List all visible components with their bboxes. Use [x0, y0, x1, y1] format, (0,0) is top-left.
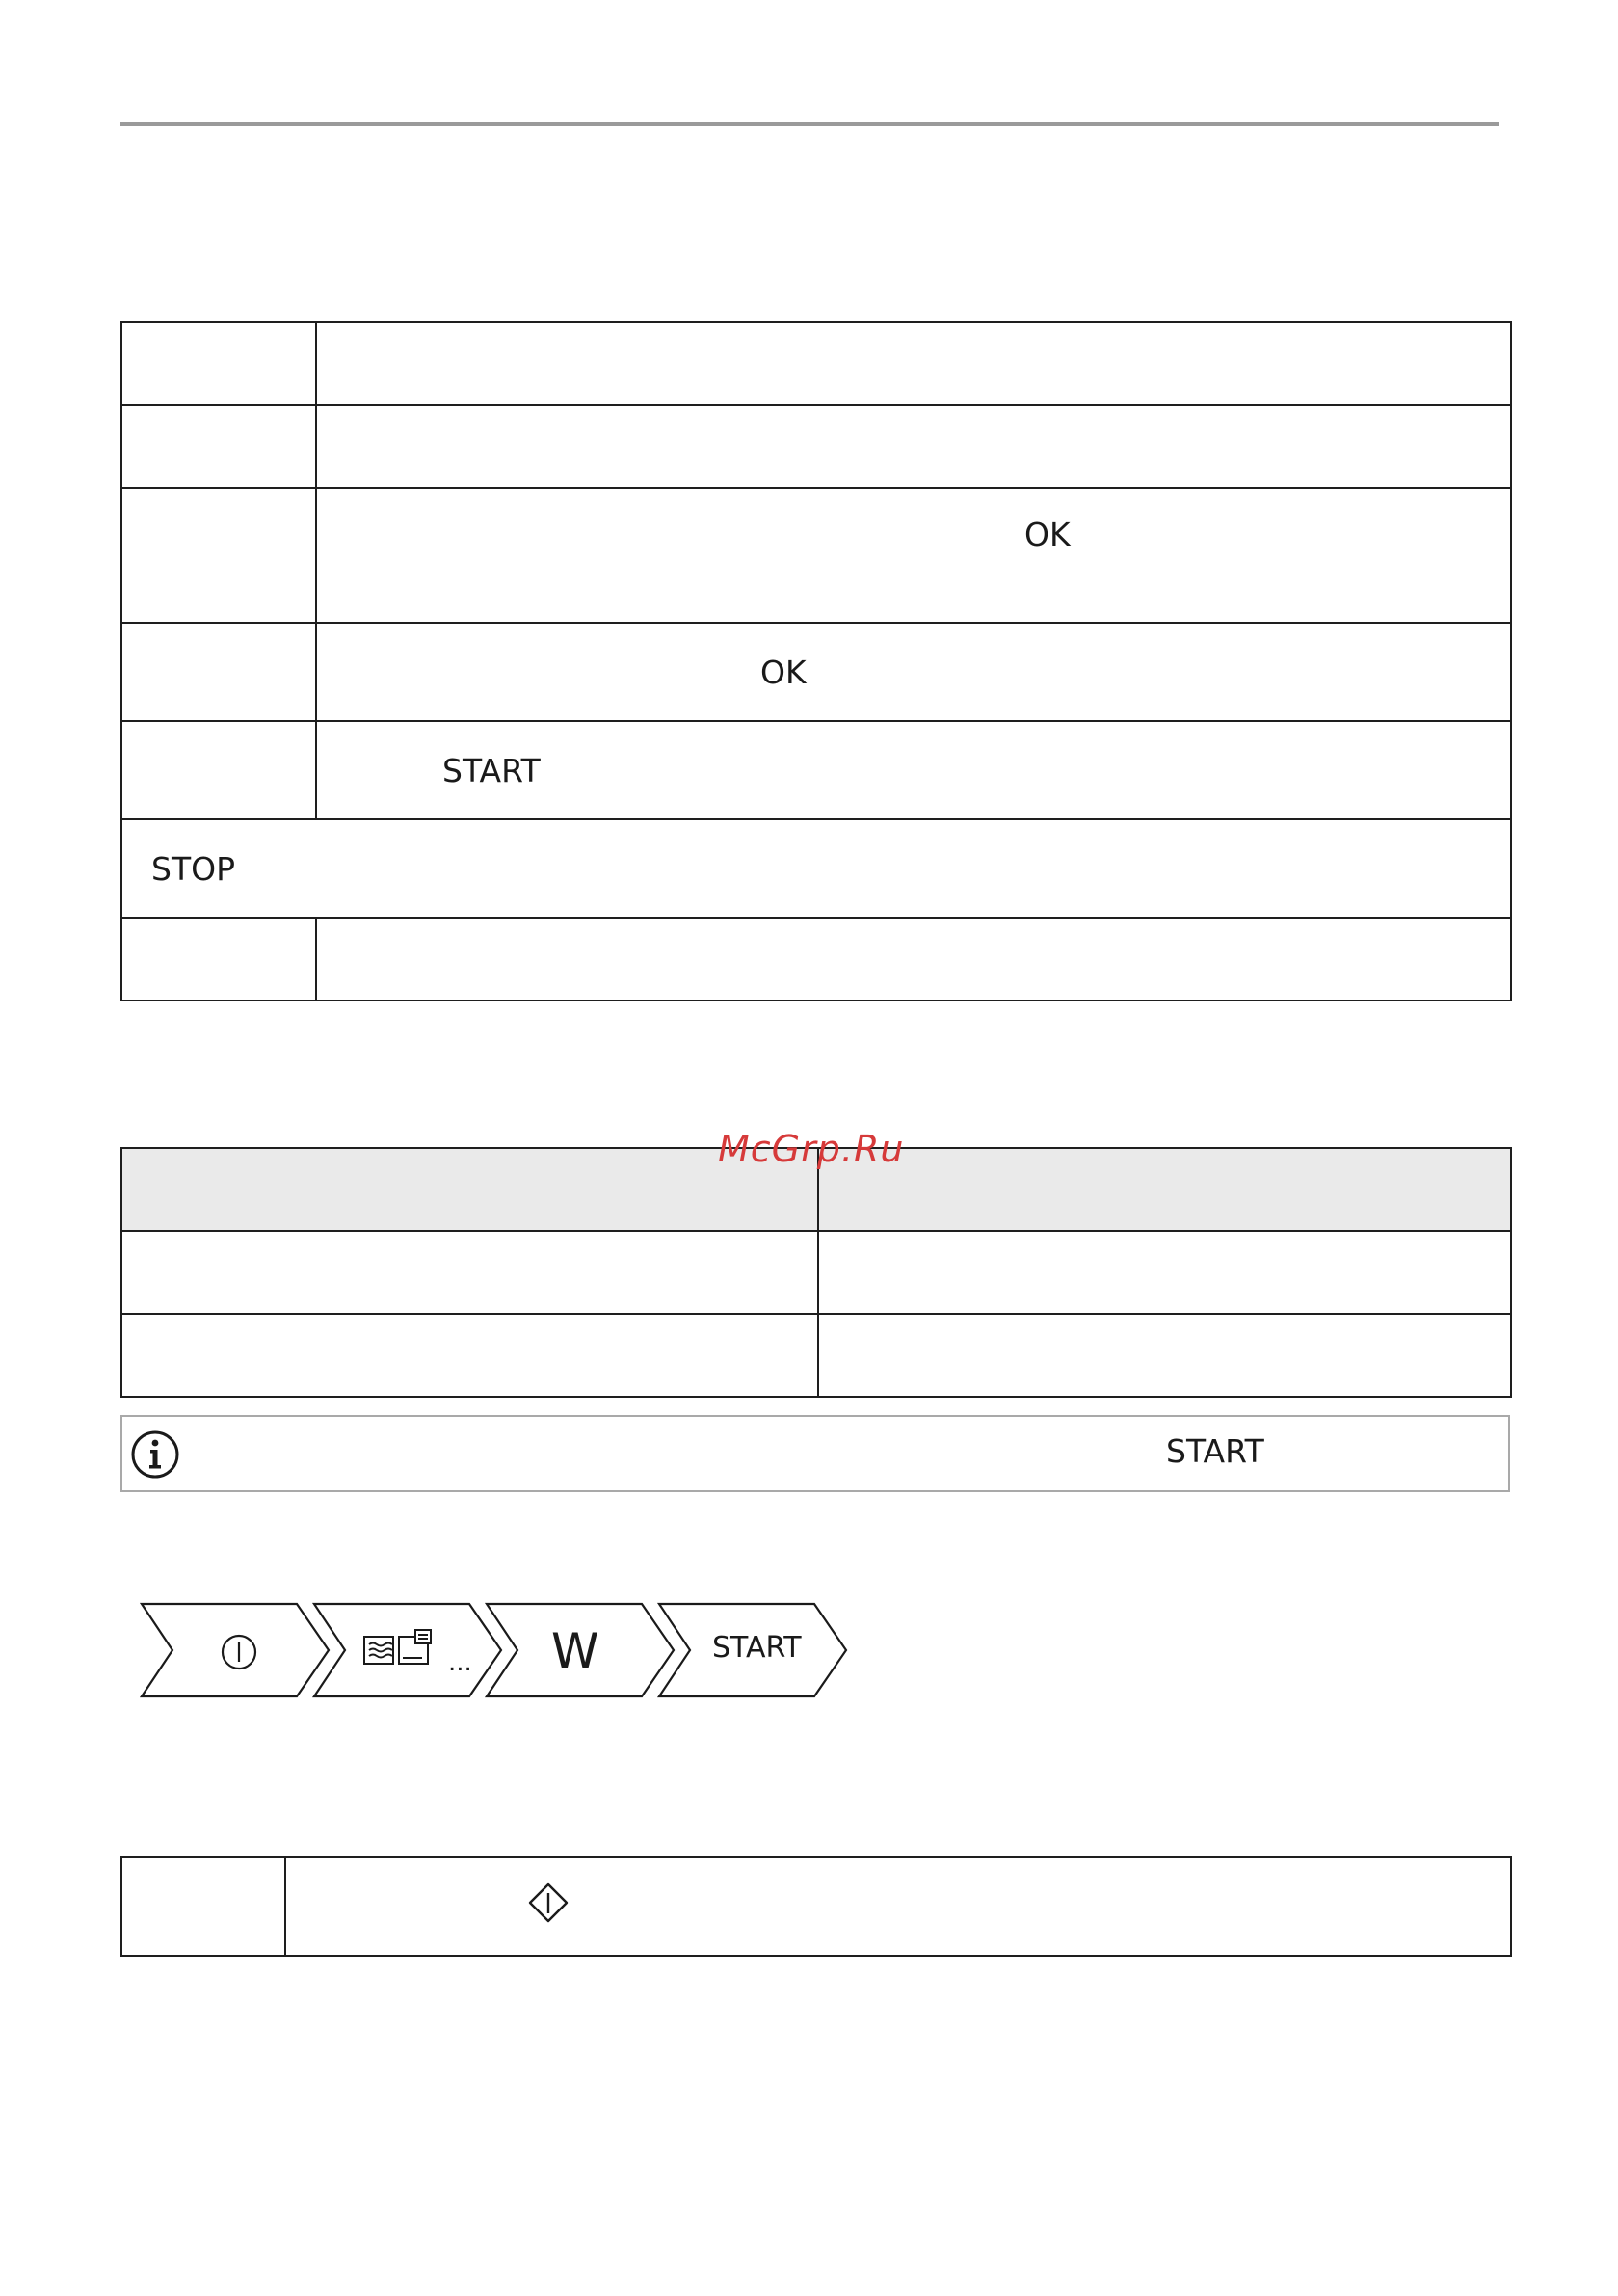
step-number-cell: [121, 1857, 285, 1956]
stop-button-label: STOP: [151, 849, 235, 888]
microwave-menu-icon: [364, 1630, 431, 1664]
info-icon: [130, 1429, 180, 1480]
table-row: [121, 488, 1511, 623]
info-note: [120, 1415, 1510, 1492]
ok-button-label: OK: [1024, 516, 1071, 553]
step-text-cell: [285, 1857, 1511, 1956]
table-row: [121, 1857, 1511, 1956]
step-number-cell: [121, 488, 316, 623]
steps-table: [120, 321, 1512, 1001]
power-icon: [223, 1636, 255, 1669]
table-row: [121, 918, 1511, 1001]
step-text-cell: [316, 623, 1511, 721]
step-number-cell: [121, 721, 316, 819]
step-text-cell: [316, 322, 1511, 405]
step-number-cell: [121, 405, 316, 488]
step-text-cell: [316, 721, 1511, 819]
table-row: [121, 623, 1511, 721]
step-number-cell: [121, 918, 316, 1001]
watermark: McGrp.Ru: [718, 1128, 905, 1170]
step-text-cell: [316, 405, 1511, 488]
ellipsis-label: ...: [448, 1648, 472, 1677]
start-step-label: START: [712, 1631, 802, 1665]
table-cell: [818, 1314, 1511, 1397]
header-cell: [818, 1148, 1511, 1231]
ok-button-label: OK: [760, 653, 807, 691]
table-row: [121, 721, 1511, 819]
step-number-cell: [121, 623, 316, 721]
table-cell: [121, 1231, 818, 1314]
table-row: [121, 1231, 1511, 1314]
start-diamond-icon: [527, 1882, 570, 1924]
table-cell: [121, 1314, 818, 1397]
step-number-cell: [121, 322, 316, 405]
power-level-label: W: [551, 1623, 599, 1679]
table-row: [121, 405, 1511, 488]
table-row: [121, 322, 1511, 405]
chevron-step-2: [314, 1604, 501, 1696]
finish-table: [120, 1856, 1512, 1957]
top-rule: [120, 122, 1499, 126]
heating-table: [120, 1147, 1512, 1398]
table-cell: [818, 1231, 1511, 1314]
stop-row-cell: [121, 819, 1511, 918]
step-flow: [140, 1602, 848, 1698]
header-cell: [121, 1148, 818, 1231]
step-text-cell: [316, 488, 1511, 623]
start-button-label: START: [1166, 1432, 1264, 1470]
chevron-step-1: [142, 1604, 329, 1696]
table-row: [121, 819, 1511, 918]
step-text-cell: [316, 918, 1511, 1001]
start-button-label: START: [442, 751, 541, 789]
table-row: [121, 1314, 1511, 1397]
